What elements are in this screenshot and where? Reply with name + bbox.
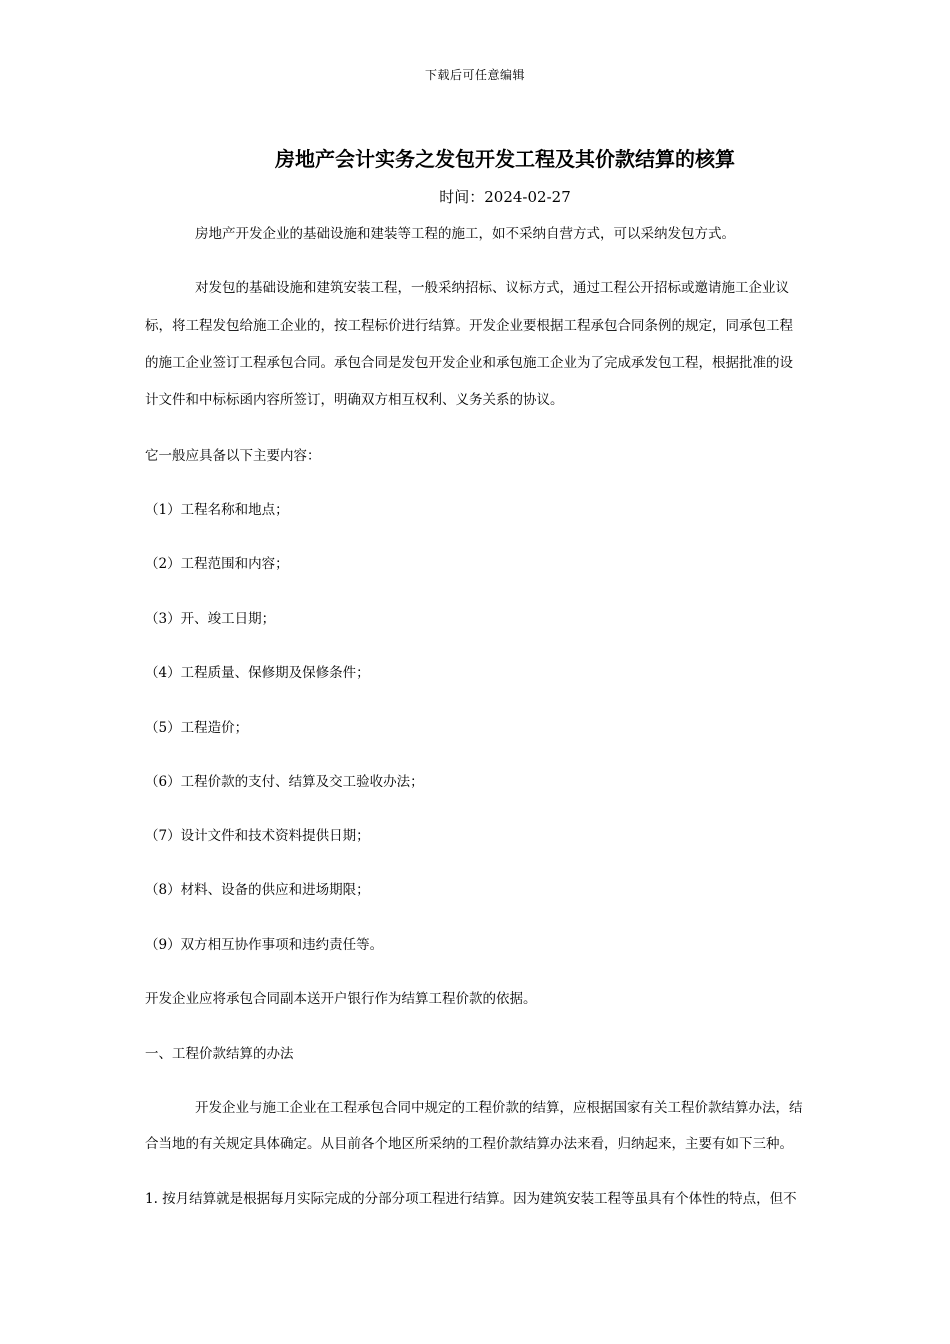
list-item: （5）工程造价； <box>145 720 249 736</box>
list-item: （7）设计文件和技术资料提供日期； <box>145 828 370 844</box>
list-item: （2）工程范围和内容； <box>145 556 289 572</box>
paragraph-line: 1. 按月结算就是根据每月实际完成的分部分项工程进行结算。因为建筑安装工程等虽具有个体性的特点，但不 <box>145 1191 797 1207</box>
list-item: （8）材料、设备的供应和进场期限； <box>145 882 370 898</box>
paragraph: 开发企业应将承包合同副本送开户银行作为结算工程价款的依据。 <box>145 991 537 1007</box>
list-item: （9）双方相互协作事项和违约责任等。 <box>145 937 384 953</box>
intro-paragraph: 房地产开发企业的基础设施和建装等工程的施工，如不采纳自营方式，可以采纳发包方式。 <box>195 226 735 242</box>
page-header: 下载后可任意编辑 <box>424 68 525 82</box>
document-title: 房地产会计实务之发包开发工程及其价款结算的核算 <box>275 147 735 171</box>
list-item: （4）工程质量、保修期及保修条件； <box>145 665 370 681</box>
list-item: （1）工程名称和地点； <box>145 502 289 518</box>
section-heading: 一、工程价款结算的办法 <box>145 1046 294 1062</box>
paragraph-line: 合当地的有关规定具体确定。从目前各个地区所采纳的工程价款结算办法来看，归纳起来，主要有如下三种。 <box>145 1136 793 1152</box>
document-date: 时间：2024-02-27 <box>439 188 571 206</box>
list-item: （6）工程价款的支付、结算及交工验收办法； <box>145 774 424 790</box>
paragraph-line: 的施工企业签订工程承包合同。承包合同是发包开发企业和承包施工企业为了完成承发包工程，根据批准的设 <box>145 355 793 371</box>
list-item: （3）开、竣工日期； <box>145 611 276 627</box>
list-intro: 它一般应具备以下主要内容： <box>145 448 321 464</box>
paragraph-line: 计文件和中标标函内容所签订，明确双方相互权利、义务关系的协议。 <box>145 392 564 408</box>
paragraph-line: 标，将工程发包给施工企业的，按工程标价进行结算。开发企业要根据工程承包合同条例的规定，同承包工程 <box>145 318 793 334</box>
paragraph-line: 对发包的基础设施和建筑安装工程，一般采纳招标、议标方式，通过工程公开招标或邀请施工企业议 <box>195 280 789 296</box>
paragraph-line: 开发企业与施工企业在工程承包合同中规定的工程价款的结算，应根据国家有关工程价款结算办法，结 <box>195 1100 803 1116</box>
